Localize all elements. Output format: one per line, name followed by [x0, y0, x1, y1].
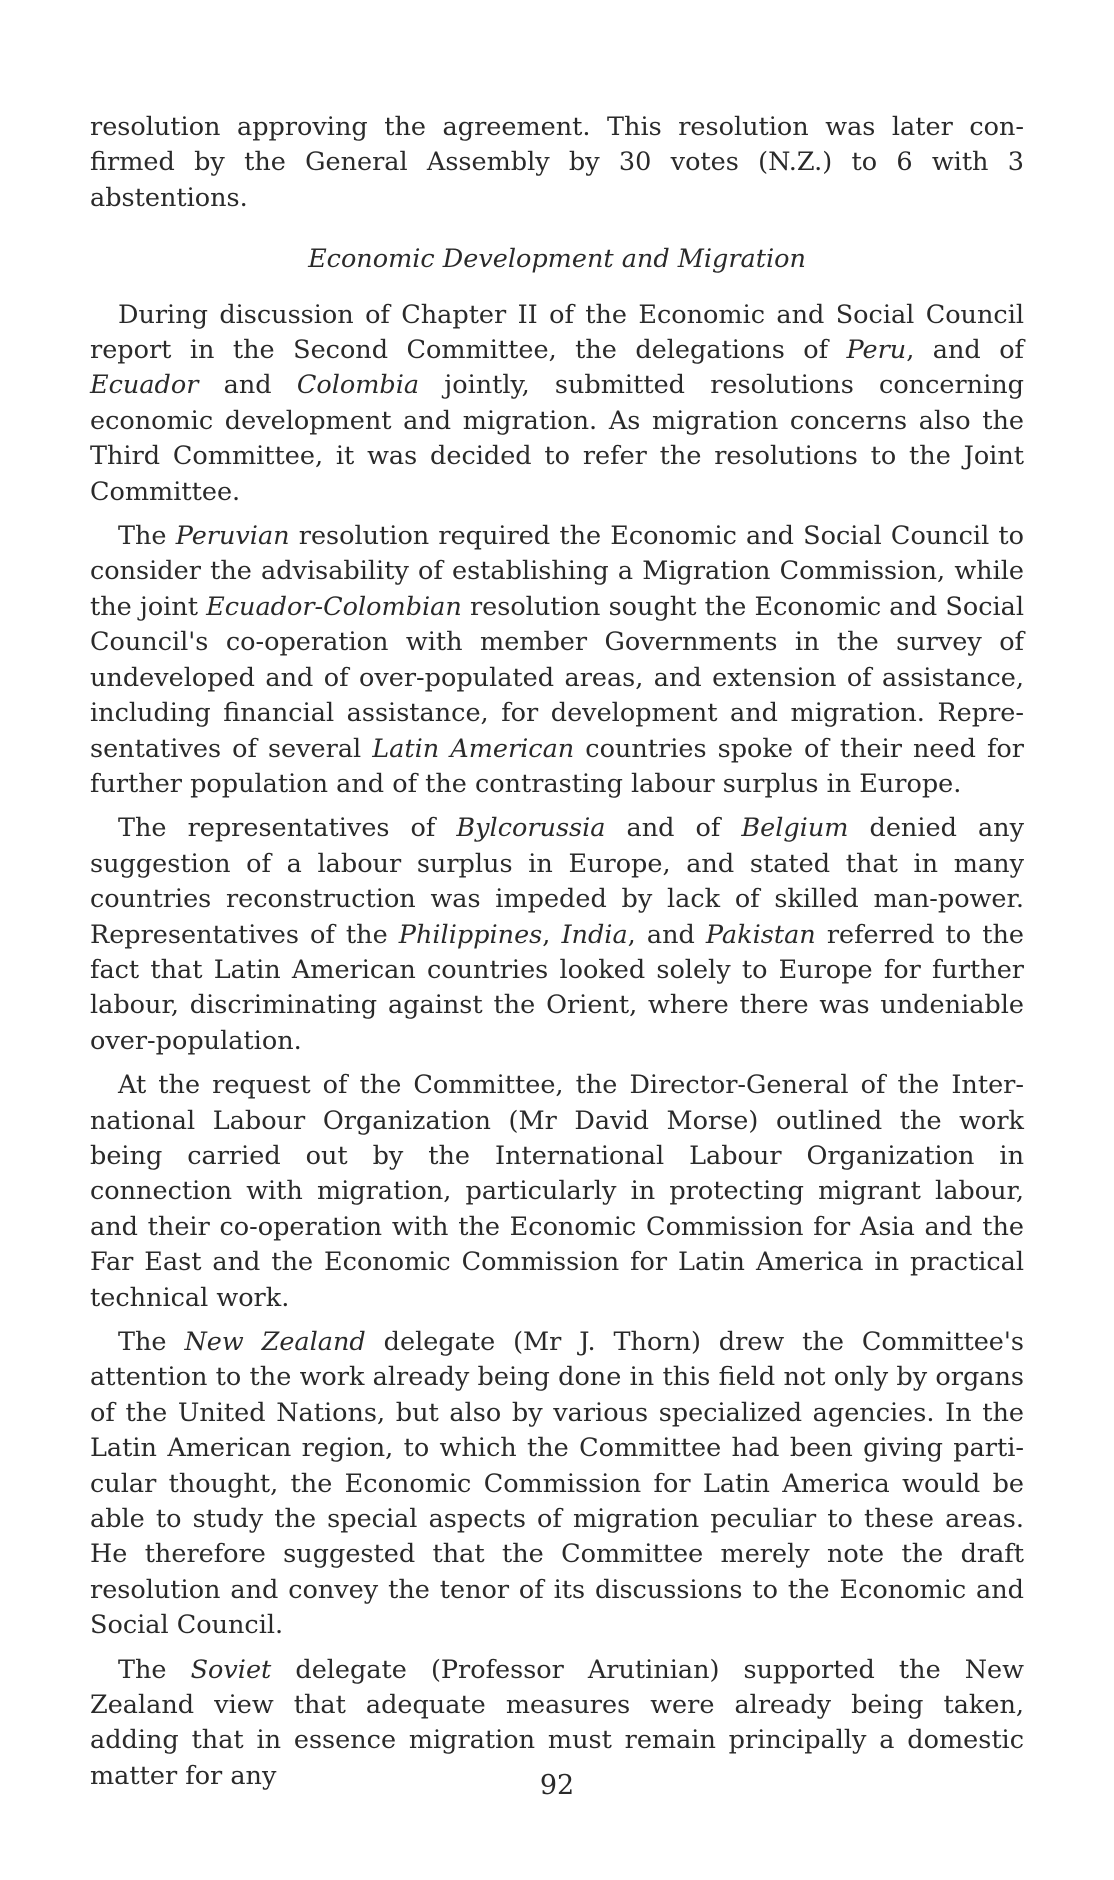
text-run: delegate (Professor Arutinian) supported the New Zealand view that adequate measures were already being taken, adding that in essence migration must remain principally a domestic matter for any: [90, 1654, 1024, 1791]
text-run: The: [118, 521, 176, 552]
italic-term: Peruvian: [175, 521, 290, 552]
text-run: The: [118, 1327, 185, 1357]
text-run: At the request of the Committee, the Director-General of the International Labour Organization (Mr David Morse) outlined the work being carried out by the International Labour Organization in connection with migration, particularly in protecting migrant labour, and their co-operation with the Economic Commission for Asia and the Far East and the Economic Commission for Latin America in practical technical work.: [90, 1070, 1024, 1313]
continuation-paragraph: resolution approving the agreement. This resolution was later confirmed by the General Assembly by 30 votes (N.Z.) to 6 with 3 abstentions.: [90, 112, 1024, 213]
paragraph: [90, 298, 1024, 510]
italic-term: Pakistan: [705, 919, 816, 950]
italic-term: New Zealand: [184, 1327, 366, 1357]
italic-term: Bylcorussia: [456, 813, 606, 844]
italic-term: Soviet: [190, 1654, 272, 1685]
text-run: and: [198, 370, 297, 401]
text-run: and of: [605, 813, 742, 844]
body-paragraphs: [90, 298, 1024, 1795]
text-run: , and: [627, 919, 706, 950]
text-run: The: [118, 1654, 191, 1685]
italic-term: Philippines: [398, 919, 543, 950]
text-run: referred to the fact that Latin American countries looked solely to Europe for further labour, discriminating against the Orient, where there was undeniable over-population.: [90, 919, 1024, 1056]
italic-term: Ecuador-Colombian: [206, 591, 462, 622]
paragraph: [90, 1068, 1024, 1316]
paragraph: [90, 811, 1024, 1059]
italic-term: Peru: [846, 335, 907, 366]
paragraph: [90, 519, 1024, 802]
text-run: resolution sought the Economic and Social Council's co-operation with member Governments in the survey of undeveloped and of over-populated areas, and extension of assistance, including financial assistance, for development and migration. Representatives of several: [90, 591, 1024, 764]
text-run: ,: [542, 919, 562, 950]
italic-term: Colombia: [296, 370, 420, 401]
text-run: During discussion of Chapter II of the Economic and Social Council report in the Second Committee, the delegations of: [90, 299, 1024, 366]
text-run: , and of: [906, 335, 1024, 366]
page-number: 92: [539, 1770, 575, 1801]
text-run: denied any suggestion of a labour surplus in Europe, and stated that in many countries reconstruction was impeded by lack of skilled man-power. Representatives of the: [90, 813, 1024, 950]
italic-term: India: [561, 919, 628, 950]
text-run: The representatives of: [118, 813, 457, 844]
italic-term: Latin American: [372, 733, 575, 764]
text-run: countries spoke of their need for further population and of the contrasting labour surplus in Europe.: [90, 733, 1024, 799]
document-page: [90, 110, 1024, 1803]
text-run: resolution required the Economic and Social Council to consider the advisability of establishing a Migration Commission, while the joint: [90, 521, 1024, 622]
section-heading: Economic Development and Migration: [308, 244, 806, 275]
paragraph: [90, 1325, 1024, 1644]
italic-term: Ecuador: [90, 370, 199, 401]
text-run: jointly, submitted resolutions concerning economic development and migration. As migration concerns also the Third Committee, it was decided to refer the resolutions to the Joint Committee.: [90, 370, 1024, 507]
text-run: delegate (Mr J. Thorn) drew the Committee's attention to the work already being done in this field not only by organs of the United Nations, but also by various specialized agencies. In the Latin American region, to which the Committee had been giving particular thought, the Economic Commission for Latin America would be able to study the special aspects of migration peculiar to these areas. He therefore suggested that the Committee merely note the draft resolution and convey the tenor of its discussions to the Economic and Social Council.: [90, 1327, 1024, 1641]
italic-term: Belgium: [741, 813, 849, 844]
